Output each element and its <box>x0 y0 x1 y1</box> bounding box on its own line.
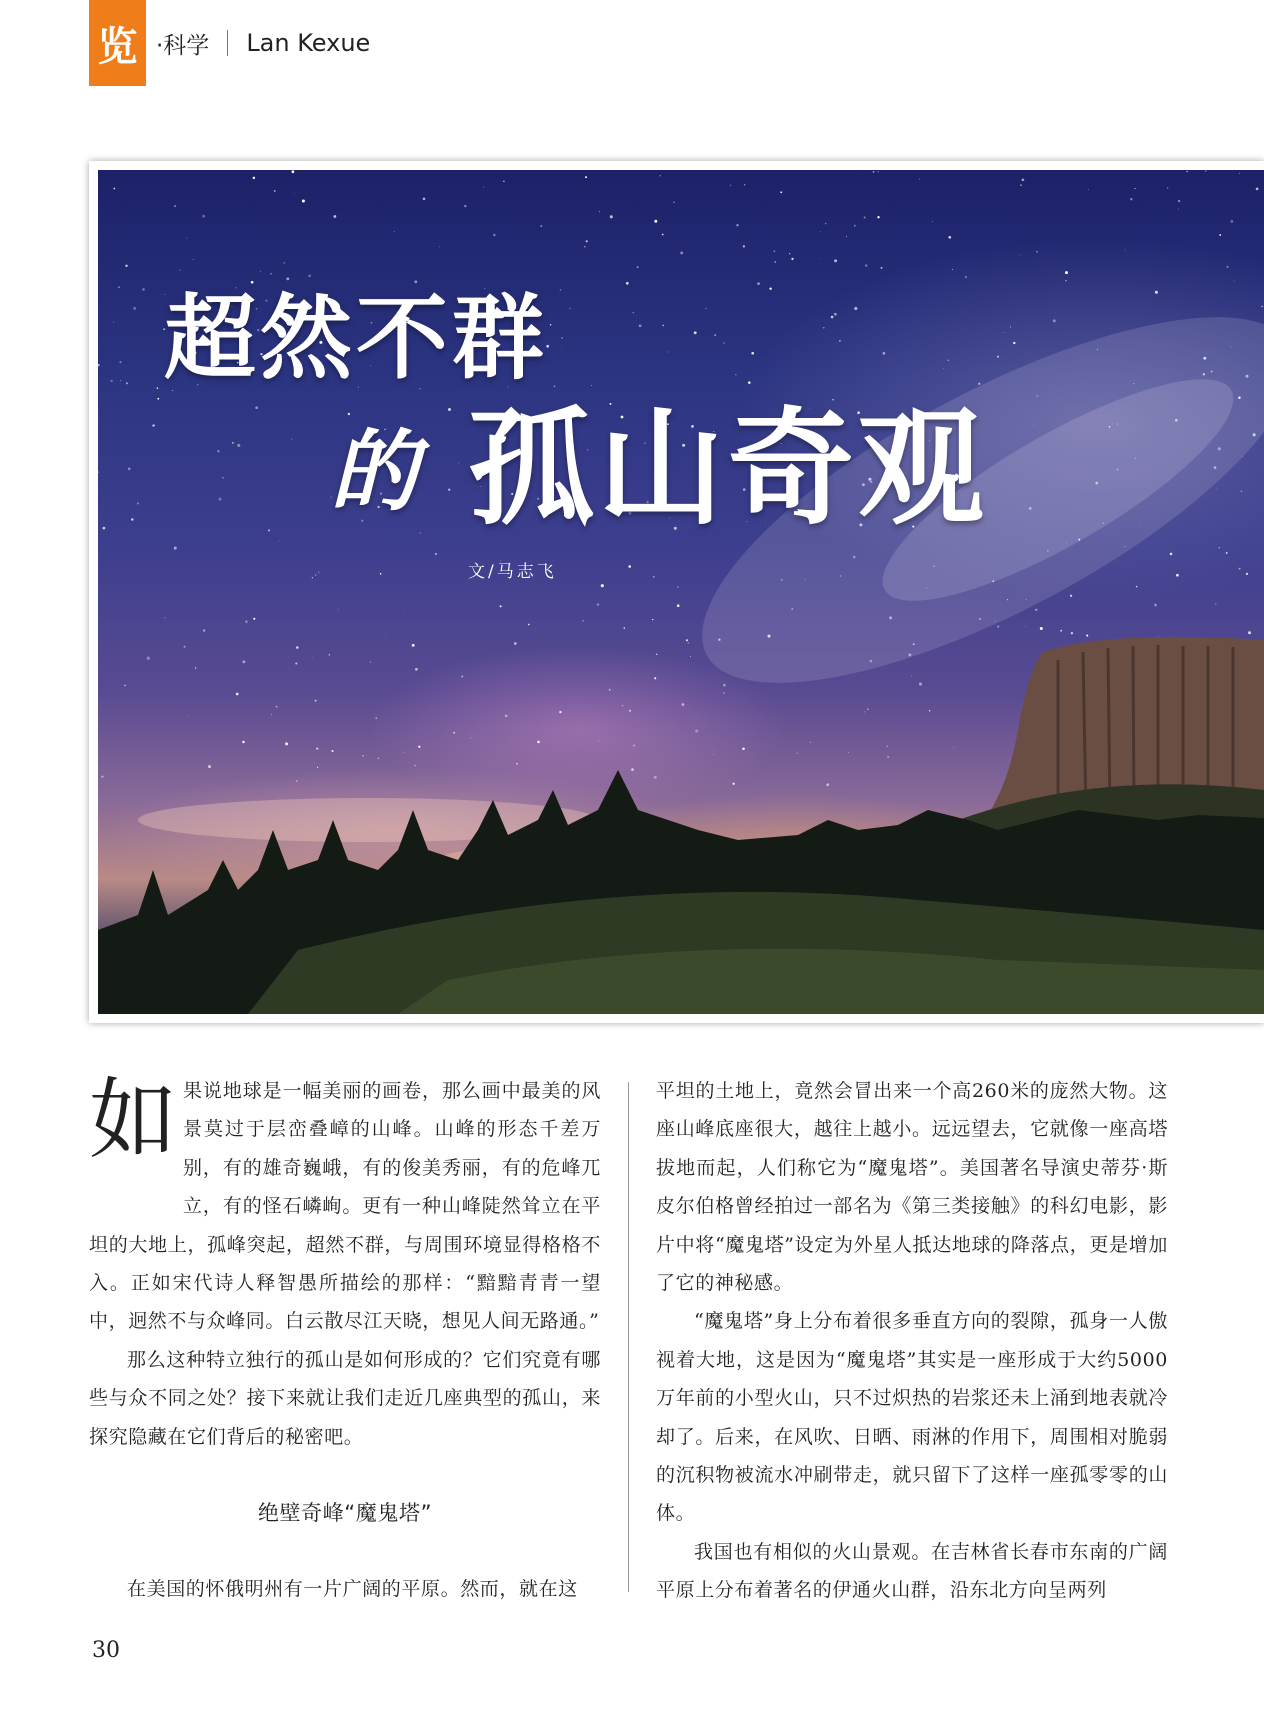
paragraph-formation: “魔鬼塔”身上分布着很多垂直方向的裂隙，孤身一人傲视着大地，这是因为“魔鬼塔”其实是一座形成于大约5000万年前的小型火山，只不过炽热的岩浆还未上涌到地表就冷却了。后来，在风吹、日晒、雨淋的作用下，周围相对脆弱的沉积物被流水冲刷带走，就只留下了这样一座孤零零的山体。 <box>656 1310 1168 1525</box>
paragraph-china: 我国也有相似的火山景观。在吉林省长春市东南的广阔平原上分布着著名的伊通火山群，沿东北方向呈两列 <box>656 1540 1168 1602</box>
title-line-1: 超然不群 <box>164 285 549 392</box>
paragraph-intro: 果说地球是一幅美丽的画卷，那么画中最美的风景莫过于层峦叠嶂的山峰。山峰的形态千差万别，有的雄奇巍峨，有的俊美秀丽，有的危峰兀立，有的怪石嶙峋。更有一种山峰陡然耸立在平坦的大地上，孤峰突起，超然不群，与周围环境显得格格不入。正如宋代诗人释智愚所描绘的那样：“黯黯青青一望中，迥然不与众峰同。白云散尽江天晓，想见人间无路通。” <box>89 1080 601 1333</box>
subheading: 绝壁奇峰“魔鬼塔” <box>257 1501 433 1526</box>
title-connector: 的 <box>330 419 419 523</box>
hero-photo <box>98 170 1264 1014</box>
drop-cap: 如 <box>89 1068 178 1171</box>
page-number: 30 <box>92 1638 120 1663</box>
paragraph-question: 那么这种特立独行的孤山是如何形成的？它们究竟有哪些与众不同之处？接下来就让我们走近几座典型的孤山，来探究隐藏在它们背后的秘密吧。 <box>89 1348 601 1448</box>
article-column-right <box>656 1072 1168 1610</box>
section-badge: 览 <box>89 0 146 86</box>
author-byline: 文/马志飞 <box>468 562 557 582</box>
section-title: ·科学 <box>156 32 210 59</box>
article-column-left <box>89 1068 601 1608</box>
paragraph-wyoming: 在美国的怀俄明州有一片广阔的平原。然而，就在这 <box>127 1578 578 1601</box>
header-divider <box>227 30 228 56</box>
paragraph-devils-tower: 平坦的土地上，竟然会冒出来一个高260米的庞然大物。这座山峰底座很大，越往上越小。远远望去，它就像一座高塔拔地而起，人们称它为“魔鬼塔”。美国著名导演史蒂芬·斯皮尔伯格曾经拍过一部名为《第三类接触》的科幻电影，影片中将“魔鬼塔”设定为外星人抵达地球的降落点，更是增加了它的神秘感。 <box>656 1080 1168 1295</box>
hero-photo-frame <box>89 161 1264 1023</box>
title-line-2: 孤山奇观 <box>468 395 988 542</box>
page-header <box>89 0 370 86</box>
section-title-en: Lan Kexue <box>246 29 371 57</box>
column-divider <box>628 1082 629 1592</box>
